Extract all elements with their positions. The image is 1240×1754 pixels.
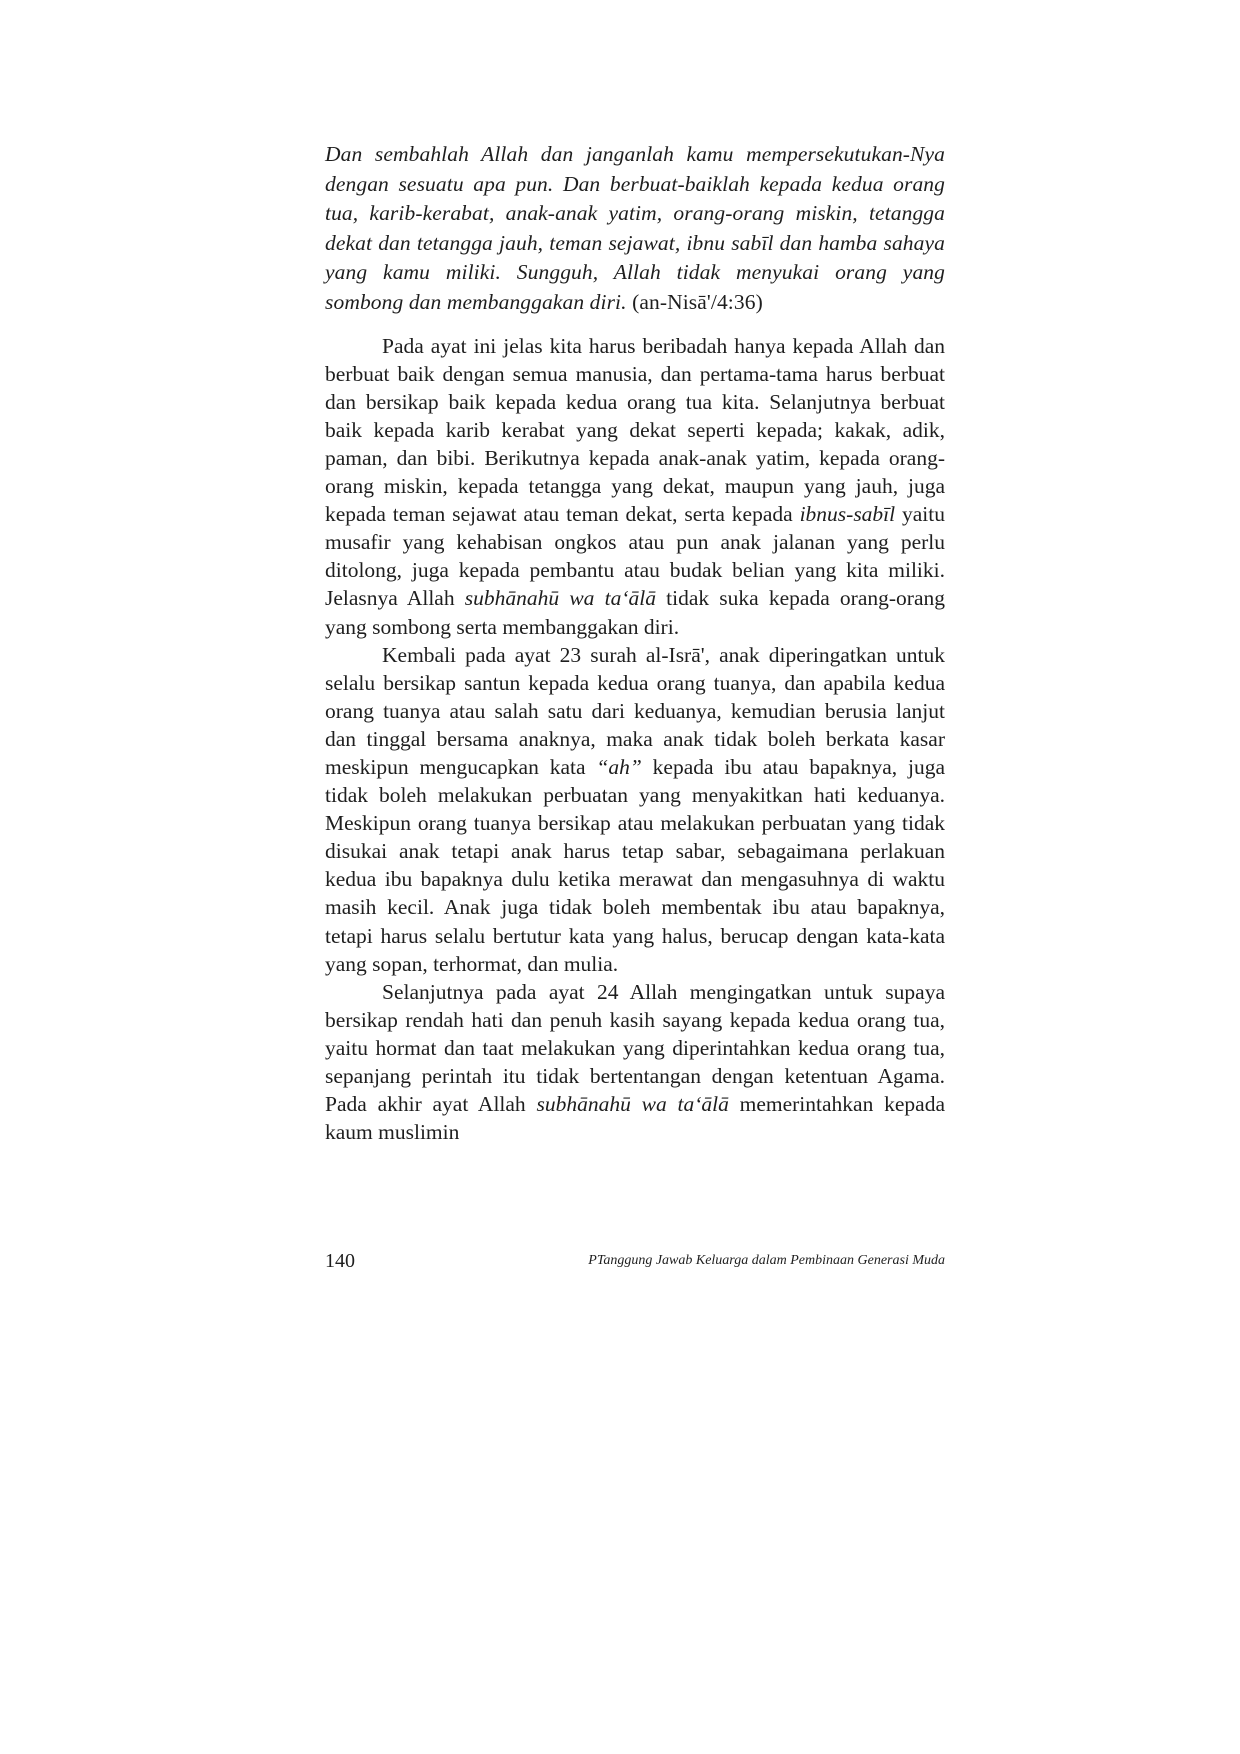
term-subhanahu-wa-taala: subhānahū wa ta‘ālā — [536, 1092, 729, 1117]
paragraph-3 — [325, 978, 945, 1147]
verse-reference: (an-Nisā'/4:36) — [626, 289, 763, 314]
term-ibnus-sabil: ibnus-sabīl — [799, 502, 896, 527]
quran-verse-translation — [325, 140, 945, 318]
paragraph-2-text-a: Kembali pada ayat 23 surah al-Isrā', anak diperingatkan untuk selalu bersikap santun kepada kedua orang tuanya, dan apabila kedua orang tuanya atau salah satu dari keduanya, kemudian berusia lanjut dan tinggal bersama anaknya, maka anak tidak boleh berkata kasar meskipun mengucapkan kata — [325, 642, 945, 779]
running-title: PTanggung Jawab Keluarga dalam Pembinaan Generasi Muda — [588, 1253, 945, 1268]
page-footer — [325, 1250, 945, 1278]
paragraph-2-text-b: kepada ibu atau bapaknya, juga tidak boleh melakukan perbuatan yang menyakitkan hati keduanya. Meskipun orang tuanya bersikap atau melakukan perbuatan yang tidak disukai anak tetapi anak harus tetap sabar, sebagaimana perlakuan kedua ibu bapaknya dulu ketika merawat dan mengasuhnya di waktu masih kecil. Anak juga tidak boleh membentak ibu atau bapaknya, tetapi harus selalu bertutur kata yang halus, berucap dengan kata-kata yang sopan, terhormat, dan mulia. — [325, 754, 945, 976]
paragraph-3-text-a: Selanjutnya pada ayat 24 Allah mengingatkan untuk supaya bersikap rendah hati dan penuh kasih sayang kepada kedua orang tua, yaitu hormat dan taat melakukan yang diperintahkan kedua orang tua, sepanjang perintah itu tidak bertentangan dengan ketentuan Agama. Pada akhir ayat Allah — [325, 979, 945, 1117]
paragraph-2 — [325, 641, 945, 978]
verse-text: Dan sembahlah Allah dan janganlah kamu mempersekutukan-Nya dengan sesuatu apa pun. Dan berbuat-baiklah kepada kedua orang tua, karib-kerabat, anak-anak yatim, orang-orang miskin, tetangga dekat dan tetangga jauh, teman sejawat, ibnu sabīl dan hamba sahaya yang kamu miliki. Sungguh, Allah tidak menyukai orang yang sombong dan membanggakan diri. — [325, 142, 945, 314]
paragraph-3-text-b: memerintahkan kepada kaum muslimin — [325, 1092, 945, 1145]
paragraph-1-text-a: Pada ayat ini jelas kita harus beribadah hanya kepada Allah dan berbuat baik dengan semua manusia, dan pertama-tama harus berbuat dan bersikap baik kepada kedua orang tua kita. Selanjutnya berbuat baik kepada karib kerabat yang dekat seperti kepada; kakak, adik, paman, dan bibi. Berikutnya kepada anak-anak yatim, kepada orang-orang miskin, kepada tetangga yang dekat, maupun yang jauh, juga kepada teman sejawat atau teman dekat, serta kepada — [325, 333, 945, 527]
page-number: 140 — [325, 1250, 355, 1272]
page-body — [325, 140, 945, 1146]
paragraph-1-text-b: yaitu musafir yang kehabisan ongkos atau pun anak jalanan yang perlu ditolong, juga kepada pembantu atau budak belian yang kita miliki. Jelasnya Allah — [325, 502, 945, 611]
paragraph-1 — [325, 332, 945, 641]
term-ah: “ah” — [596, 754, 642, 779]
paragraph-1-text-c: tidak suka kepada orang-orang yang sombong serta membanggakan diri. — [325, 586, 945, 639]
term-subhanahu-wa-taala: subhānahū wa ta‘ālā — [464, 586, 656, 611]
